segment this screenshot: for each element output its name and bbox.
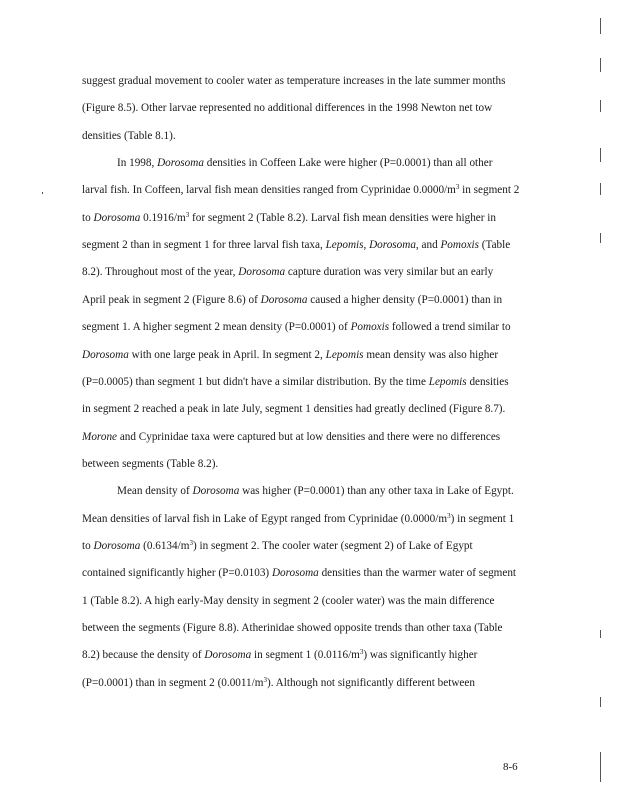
italic-taxon: Dorosoma: [157, 157, 204, 169]
text-run: Mean density of: [117, 485, 193, 497]
text-run: ). Although not significantly different between: [266, 677, 475, 689]
italic-taxon: Dorosoma: [93, 212, 141, 224]
scan-edge-mark: [42, 192, 43, 194]
text-line: [117, 156, 492, 170]
text-run: densities than the warmer water of segment: [318, 567, 517, 579]
superscript: 3: [455, 183, 460, 191]
superscript: 3: [263, 676, 267, 684]
text-line: [82, 648, 477, 662]
scan-edge-mark: [600, 697, 601, 707]
text-run: 8.2) because the density of: [82, 649, 205, 661]
text-run: densities in Coffeen Lake were higher (P=0.0001) than all other: [203, 157, 493, 169]
text-run: and Cyprinidae taxa were captured but at low densities and there were no differences: [117, 431, 501, 443]
scan-edge-mark: [600, 18, 601, 34]
text-run: 1 (Table 8.2). A high early-May density in segment 2 (cooler water) was the main difference: [82, 595, 495, 607]
text-run: April peak in segment 2 (Figure 8.6) of: [82, 294, 261, 306]
text-run: caused a higher density (P=0.0001) than in: [307, 294, 503, 306]
italic-taxon: Pomoxis: [440, 239, 479, 251]
text-line: [82, 211, 496, 225]
italic-taxon: Lepomis: [325, 239, 364, 251]
text-run: densities (Table 8.1).: [82, 130, 176, 142]
text-run: to: [82, 212, 94, 224]
text-run: Mean densities of larval fish in Lake of Egypt ranged from Cyprinidae (0.0000/m: [82, 513, 448, 525]
text-run: (P=0.0005) than segment 1 but didn't have a similar distribution. By the time: [82, 376, 429, 388]
italic-taxon: Dorosoma: [369, 239, 416, 251]
text-run: In 1998,: [117, 157, 158, 169]
text-run: densities: [466, 376, 509, 388]
superscript: 3: [447, 512, 451, 520]
italic-taxon: Dorosoma: [82, 349, 129, 361]
text-run: ) in segment 1: [450, 513, 515, 525]
italic-taxon: Dorosoma: [192, 485, 240, 497]
scan-edge-mark: [600, 630, 601, 638]
text-run: ) in segment 2. The cooler water (segment 2) of Lake of Egypt: [192, 540, 473, 552]
text-line: [82, 594, 495, 608]
scan-edge-mark: [600, 100, 601, 112]
scan-edge-mark: [600, 58, 601, 72]
italic-taxon: Lepomis: [325, 349, 364, 361]
text-run: ) was significantly higher: [363, 649, 478, 661]
text-line: [82, 238, 510, 252]
scan-edge-mark: [600, 233, 601, 243]
text-line: [82, 676, 475, 690]
text-run: (P=0.0001) than in segment 2 (0.0011/m: [82, 677, 264, 689]
text-run: (0.6134/m: [140, 540, 190, 552]
text-run: segment 2 than in segment 1 for three larval fish taxa,: [82, 239, 326, 251]
text-line: [82, 265, 493, 279]
text-line: [117, 484, 514, 498]
text-run: in segment 1 (0.0116/m: [251, 649, 360, 661]
italic-taxon: Dorosoma: [93, 540, 141, 552]
text-run: to: [82, 540, 94, 552]
text-line: [82, 566, 516, 580]
text-line: [82, 539, 473, 553]
italic-taxon: Dorosoma: [238, 266, 286, 278]
text-run: suggest gradual movement to cooler water as temperature increases in the late summer months: [82, 75, 506, 87]
text-run: , and: [415, 239, 441, 251]
text-run: ,: [363, 239, 370, 251]
text-line: [82, 101, 492, 115]
scan-edge-mark: [600, 752, 601, 782]
text-run: (Table: [479, 239, 511, 251]
text-run: contained significantly higher (P=0.0103): [82, 567, 272, 579]
text-run: mean density was also higher: [363, 349, 499, 361]
italic-taxon: Lepomis: [428, 376, 467, 388]
text-run: for segment 2 (Table 8.2). Larval fish mean densities were higher in: [189, 212, 496, 224]
text-run: between segments (Table 8.2).: [82, 458, 219, 470]
text-run: was higher (P=0.0001) than any other taxa in Lake of Egypt.: [239, 485, 514, 497]
italic-taxon: Pomoxis: [350, 321, 390, 333]
text-run: in segment 2 reached a peak in late July, segment 1 densities had greatly declined (Figure 8.7).: [82, 403, 506, 415]
scan-edge-mark: [600, 148, 601, 162]
text-run: segment 1. A higher segment 2 mean density (P=0.0001) of: [82, 321, 351, 333]
text-line: [82, 430, 500, 444]
text-line: [82, 183, 519, 197]
text-run: between the segments (Figure 8.8). Atherinidae showed opposite trends than other taxa (Table: [82, 622, 503, 634]
superscript: 3: [359, 648, 364, 656]
text-line: [82, 74, 505, 88]
italic-taxon: Dorosoma: [260, 294, 308, 306]
superscript: 3: [185, 211, 190, 219]
text-line: [82, 621, 503, 635]
superscript: 3: [189, 539, 193, 547]
page-number: 8-6: [503, 761, 518, 773]
text-line: [82, 320, 511, 334]
text-run: 0.1916/m: [140, 212, 186, 224]
italic-taxon: Morone: [82, 431, 118, 443]
text-line: [82, 457, 218, 471]
italic-taxon: Dorosoma: [271, 567, 319, 579]
text-run: 8.2). Throughout most of the year,: [82, 266, 239, 278]
text-run: in segment 2: [459, 184, 520, 196]
text-line: [82, 348, 498, 362]
text-line: [82, 293, 502, 307]
text-run: followed a trend similar to: [389, 321, 511, 333]
text-run: (Figure 8.5). Other larvae represented no additional differences in the 1998 Newton net tow: [82, 102, 493, 114]
text-line: [82, 512, 514, 526]
text-line: [82, 402, 505, 416]
text-line: [82, 129, 176, 143]
text-run: capture duration was very similar but an early: [285, 266, 494, 278]
text-run: with one large peak in April. In segment 2,: [128, 349, 326, 361]
italic-taxon: Dorosoma: [204, 649, 252, 661]
scan-edge-mark: [600, 183, 601, 195]
text-run: larval fish. In Coffeen, larval fish mean densities ranged from Cyprinidae 0.0000/m: [82, 184, 456, 196]
text-line: [82, 375, 509, 389]
